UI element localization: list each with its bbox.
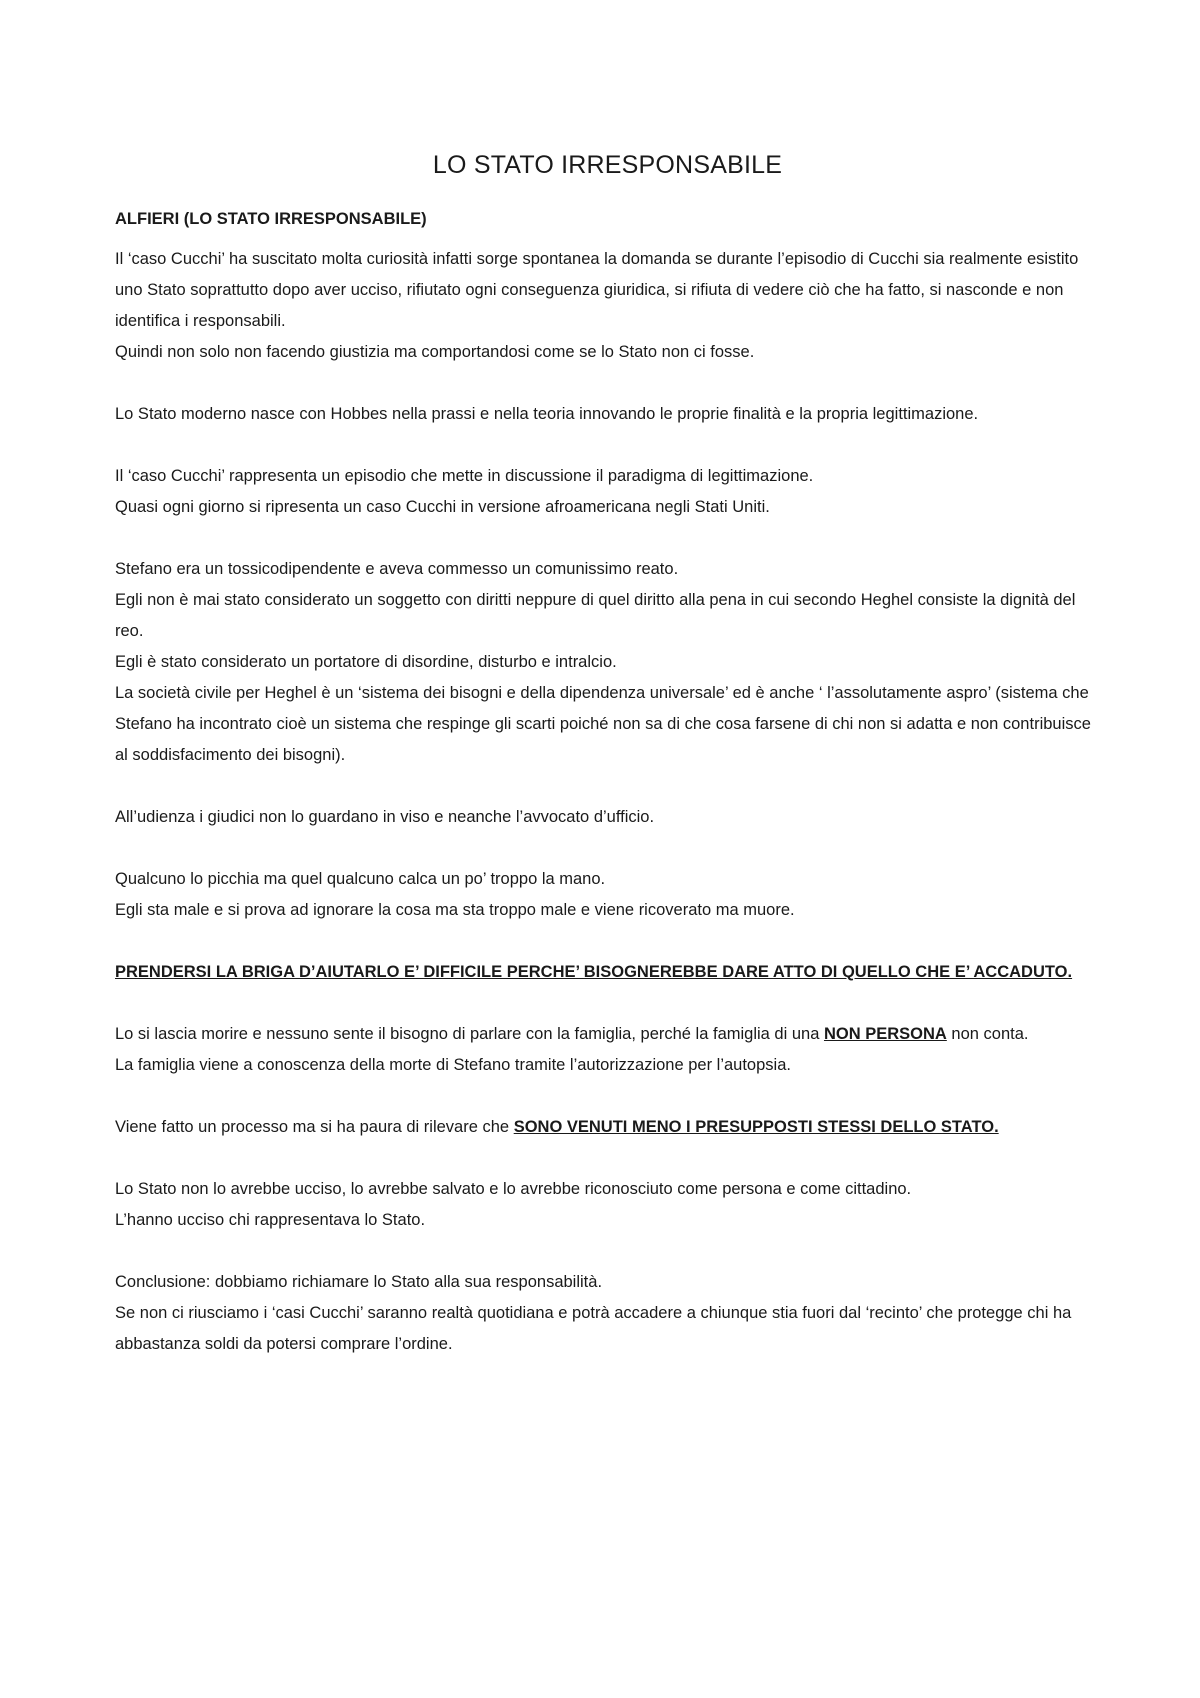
paragraph-9-line xyxy=(115,1112,1100,1143)
paragraph-7 xyxy=(115,957,1100,988)
paragraph-1 xyxy=(115,244,1100,368)
paragraph-4-text: Egli è stato considerato un portatore di disordine, disturbo e intralcio. xyxy=(115,653,617,671)
paragraph-6 xyxy=(115,864,1100,926)
paragraph-4-text: La società civile per Heghel è un ‘sistema dei bisogni e della dipendenza universale’ ed è anche ‘ l’assolutamente aspro’ (sistema che Stefano ha incontrato cioè un sistema che respinge gli scarti poiché non sa di che cosa farsene di chi non si adatta e non contribuisce al soddisfacimento dei bisogni). xyxy=(115,684,1091,764)
paragraph-8-text: La famiglia viene a conoscenza della morte di Stefano tramite l’autorizzazione per l’autopsia. xyxy=(115,1056,791,1074)
paragraph-2 xyxy=(115,399,1100,430)
paragraph-4-text: Stefano era un tossicodipendente e aveva commesso un comunissimo reato. xyxy=(115,560,679,578)
paragraph-9-text: Viene fatto un processo ma si ha paura di rilevare che xyxy=(115,1118,514,1136)
paragraph-3 xyxy=(115,461,1100,523)
paragraph-8-text: non conta. xyxy=(946,1025,1029,1043)
paragraph-5-text: All’udienza i giudici non lo guardano in viso e neanche l’avvocato d’ufficio. xyxy=(115,808,655,826)
emphasis-non-persona: NON PERSONA xyxy=(823,1025,947,1043)
paragraph-8 xyxy=(115,1019,1100,1081)
paragraph-1-text: Il ‘caso Cucchi’ ha suscitato molta curiosità infatti sorge spontanea la domanda se durante l’episodio di Cucchi sia realmente esistito uno Stato soprattutto dopo aver ucciso, rifiutato ogni conseguenza giuridica, si rifiuta di vedere ciò che ha fatto, si nasconde e non identifica i responsabili. xyxy=(115,250,1079,330)
paragraph-4 xyxy=(115,554,1100,771)
paragraph-2-text: Lo Stato moderno nasce con Hobbes nella prassi e nella teoria innovando le proprie finalità e la propria legittimazione. xyxy=(115,405,979,423)
paragraph-11 xyxy=(115,1267,1100,1360)
paragraph-9 xyxy=(115,1112,1100,1143)
paragraph-3-text: Quasi ogni giorno si ripresenta un caso Cucchi in versione afroamericana negli Stati Uniti. xyxy=(115,498,770,516)
emphasis-presupposti: SONO VENUTI MENO I PRESUPPOSTI STESSI DELLO STATO. xyxy=(513,1118,999,1136)
document-subtitle: ALFIERI (LO STATO IRRESPONSABILE) xyxy=(115,210,427,228)
document-title: LO STATO IRRESPONSABILE xyxy=(432,151,783,179)
paragraph-6-text: Egli sta male e si prova ad ignorare la cosa ma sta troppo male e viene ricoverato ma muore. xyxy=(115,901,795,919)
emphasis-heading: PRENDERSI LA BRIGA D’AIUTARLO E’ DIFFICILE PERCHE’ BISOGNEREBBE DARE ATTO DI QUELLO CHE E’ ACCADUTO. xyxy=(115,963,1073,981)
paragraph-1-text: Quindi non solo non facendo giustizia ma comportandosi come se lo Stato non ci fosse. xyxy=(115,343,755,361)
paragraph-10-text: Lo Stato non lo avrebbe ucciso, lo avrebbe salvato e lo avrebbe riconosciuto come persona e come cittadino. xyxy=(115,1180,912,1198)
paragraph-11-text: Conclusione: dobbiamo richiamare lo Stato alla sua responsabilità. xyxy=(115,1273,603,1291)
paragraph-5 xyxy=(115,802,1100,833)
paragraph-8-text: Lo si lascia morire e nessuno sente il bisogno di parlare con la famiglia, perché la famiglia di una xyxy=(115,1025,824,1043)
paragraph-11-text: Se non ci riusciamo i ‘casi Cucchi’ saranno realtà quotidiana e potrà accadere a chiunque stia fuori dal ‘recinto’ che protegge chi ha abbastanza soldi da potersi comprare l’ordine. xyxy=(115,1304,1072,1353)
paragraph-3-text: Il ‘caso Cucchi’ rappresenta un episodio che mette in discussione il paradigma di legittimazione. xyxy=(115,467,814,485)
paragraph-10-text: L’hanno ucciso chi rappresentava lo Stato. xyxy=(115,1211,426,1229)
paragraph-4-text: Egli non è mai stato considerato un soggetto con diritti neppure di quel diritto alla pena in cui secondo Heghel consiste la dignità del reo. xyxy=(115,591,1076,640)
paragraph-8-line xyxy=(115,1019,1100,1050)
paragraph-6-text: Qualcuno lo picchia ma quel qualcuno calca un po’ troppo la mano. xyxy=(115,870,606,888)
paragraph-10 xyxy=(115,1174,1100,1236)
